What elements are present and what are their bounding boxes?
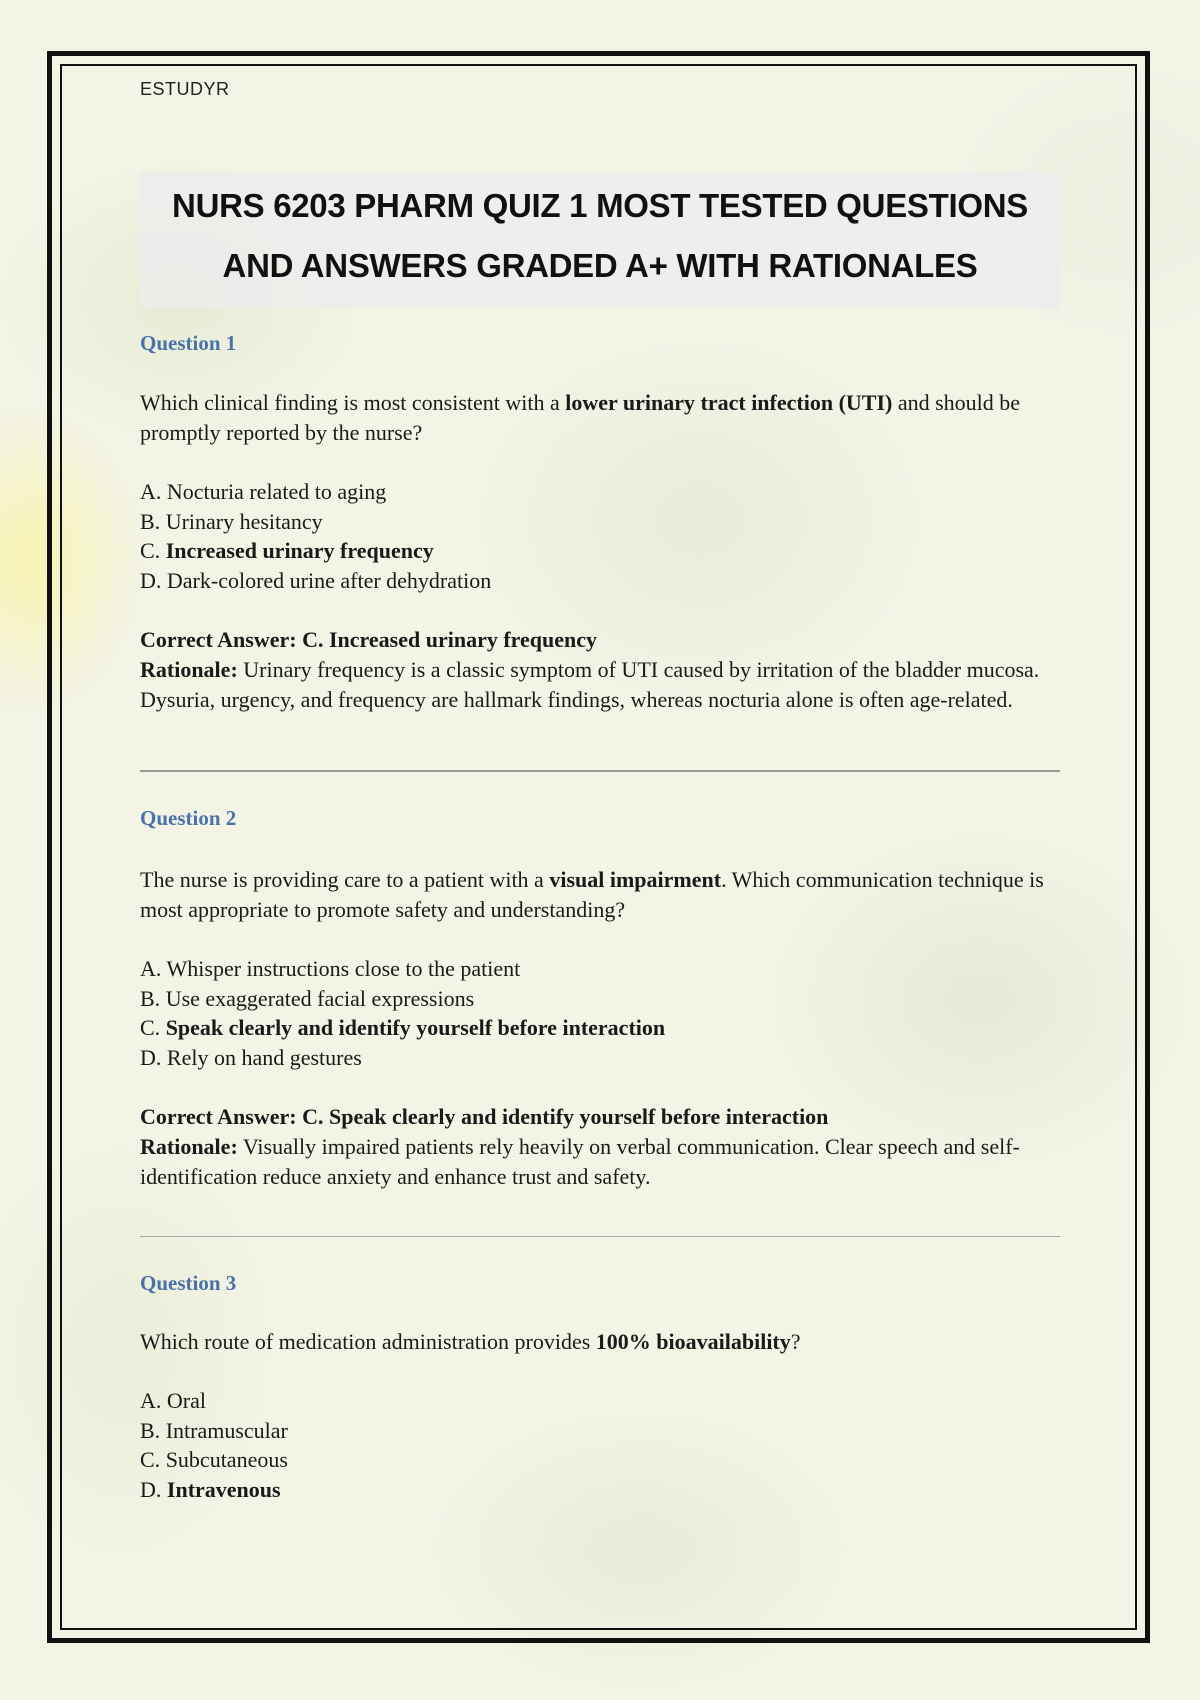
question-heading: Question 2 [140, 806, 237, 830]
answer-options [140, 954, 1060, 1072]
stem-emphasis: 100% bioavailability [595, 1329, 791, 1354]
stem-emphasis: lower urinary tract infection (UTI) [565, 390, 893, 415]
option-c [140, 1013, 1060, 1043]
question-stem [140, 388, 1060, 448]
option-a [140, 477, 1060, 507]
stem-text: Which clinical finding is most consistent with a [140, 390, 566, 415]
rationale-text: Visually impaired patients rely heavily on verbal communication. Clear speech and self-identification reduce anxiety and enhance trust and safety. [140, 1134, 1020, 1189]
option-b [140, 984, 1060, 1014]
question-stem [140, 1327, 1060, 1357]
option-text: Intramuscular [165, 1417, 288, 1443]
option-b [140, 1416, 1060, 1446]
option-a [140, 1386, 1060, 1416]
question-heading: Question 3 [140, 1271, 237, 1295]
option-d [140, 1475, 1060, 1505]
option-letter: A. [140, 1388, 167, 1413]
stem-text-end: and should be promptly reported by the nurse? [140, 390, 1021, 445]
option-letter: A. [140, 479, 167, 504]
option-text: Nocturia related to aging [166, 479, 387, 504]
title-line-2: AND ANSWERS GRADED A+ WITH RATIONALES [222, 247, 978, 284]
correct-answer [140, 1102, 1060, 1132]
title-line-1: NURS 6203 PHARM QUIZ 1 MOST TESTED QUESTIONS [172, 187, 1028, 224]
rationale [140, 1132, 1060, 1192]
question-stem [140, 865, 1060, 925]
question-3 [140, 1270, 1060, 1504]
answer-label: Correct Answer: [140, 627, 303, 652]
answer-text: C. Increased urinary frequency [302, 627, 598, 652]
question-2 [140, 805, 1060, 1192]
option-c [140, 536, 1060, 566]
stem-text-end: . Which communication technique is most appropriate to promote safety and understanding? [140, 867, 1044, 922]
option-text: Rely on hand gestures [166, 1044, 362, 1070]
stem-text: Which route of medication administration provides [140, 1329, 596, 1354]
section-divider [140, 1236, 1060, 1237]
header-brand-mark: ESTUDYR [140, 79, 230, 99]
stem-emphasis: visual impairment [549, 867, 722, 892]
rationale [140, 655, 1060, 715]
option-d [140, 566, 1060, 596]
option-letter: D. [140, 567, 167, 593]
rationale-label: Rationale: [140, 657, 238, 682]
option-letter: B. [140, 1417, 166, 1443]
rationale-text: Urinary frequency is a classic symptom of UTI caused by irritation of the bladder mucosa. Dysuria, urgency, and frequency are hallmark findings, whereas nocturia alone is often age-related. [140, 657, 1040, 712]
rationale-label: Rationale: [140, 1134, 238, 1159]
option-b [140, 507, 1060, 537]
option-text-correct: Intravenous [166, 1476, 281, 1502]
document-title [140, 172, 1060, 308]
correct-answer [140, 625, 1060, 655]
answer-label: Correct Answer: [140, 1104, 303, 1129]
option-text: Whisper instructions close to the patient [166, 956, 521, 981]
option-c [140, 1445, 1060, 1475]
option-letter: B. [140, 985, 166, 1011]
option-a [140, 954, 1060, 984]
option-text: Subcutaneous [165, 1447, 288, 1472]
option-d [140, 1043, 1060, 1073]
option-letter: C. [140, 1015, 166, 1040]
option-text-correct: Increased urinary frequency [165, 538, 434, 563]
option-text: Urinary hesitancy [165, 508, 323, 534]
stem-text: The nurse is providing care to a patient with a [140, 867, 550, 892]
question-1 [140, 330, 1060, 715]
option-letter: A. [140, 956, 167, 981]
option-text-correct: Speak clearly and identify yourself before interaction [165, 1015, 666, 1040]
section-divider [140, 770, 1060, 772]
answer-options [140, 477, 1060, 595]
option-letter: D. [140, 1044, 167, 1070]
stem-text-end: ? [790, 1329, 801, 1354]
answer-text: C. Speak clearly and identify yourself before interaction [302, 1104, 829, 1129]
answer-options [140, 1386, 1060, 1504]
document-content [140, 78, 1060, 1504]
option-letter: C. [140, 538, 166, 563]
option-letter: D. [140, 1476, 167, 1502]
option-text: Use exaggerated facial expressions [165, 985, 475, 1011]
question-heading: Question 1 [140, 331, 237, 355]
option-text: Oral [166, 1388, 206, 1413]
option-letter: B. [140, 508, 166, 534]
option-text: Dark-colored urine after dehydration [166, 567, 492, 593]
option-letter: C. [140, 1447, 166, 1472]
